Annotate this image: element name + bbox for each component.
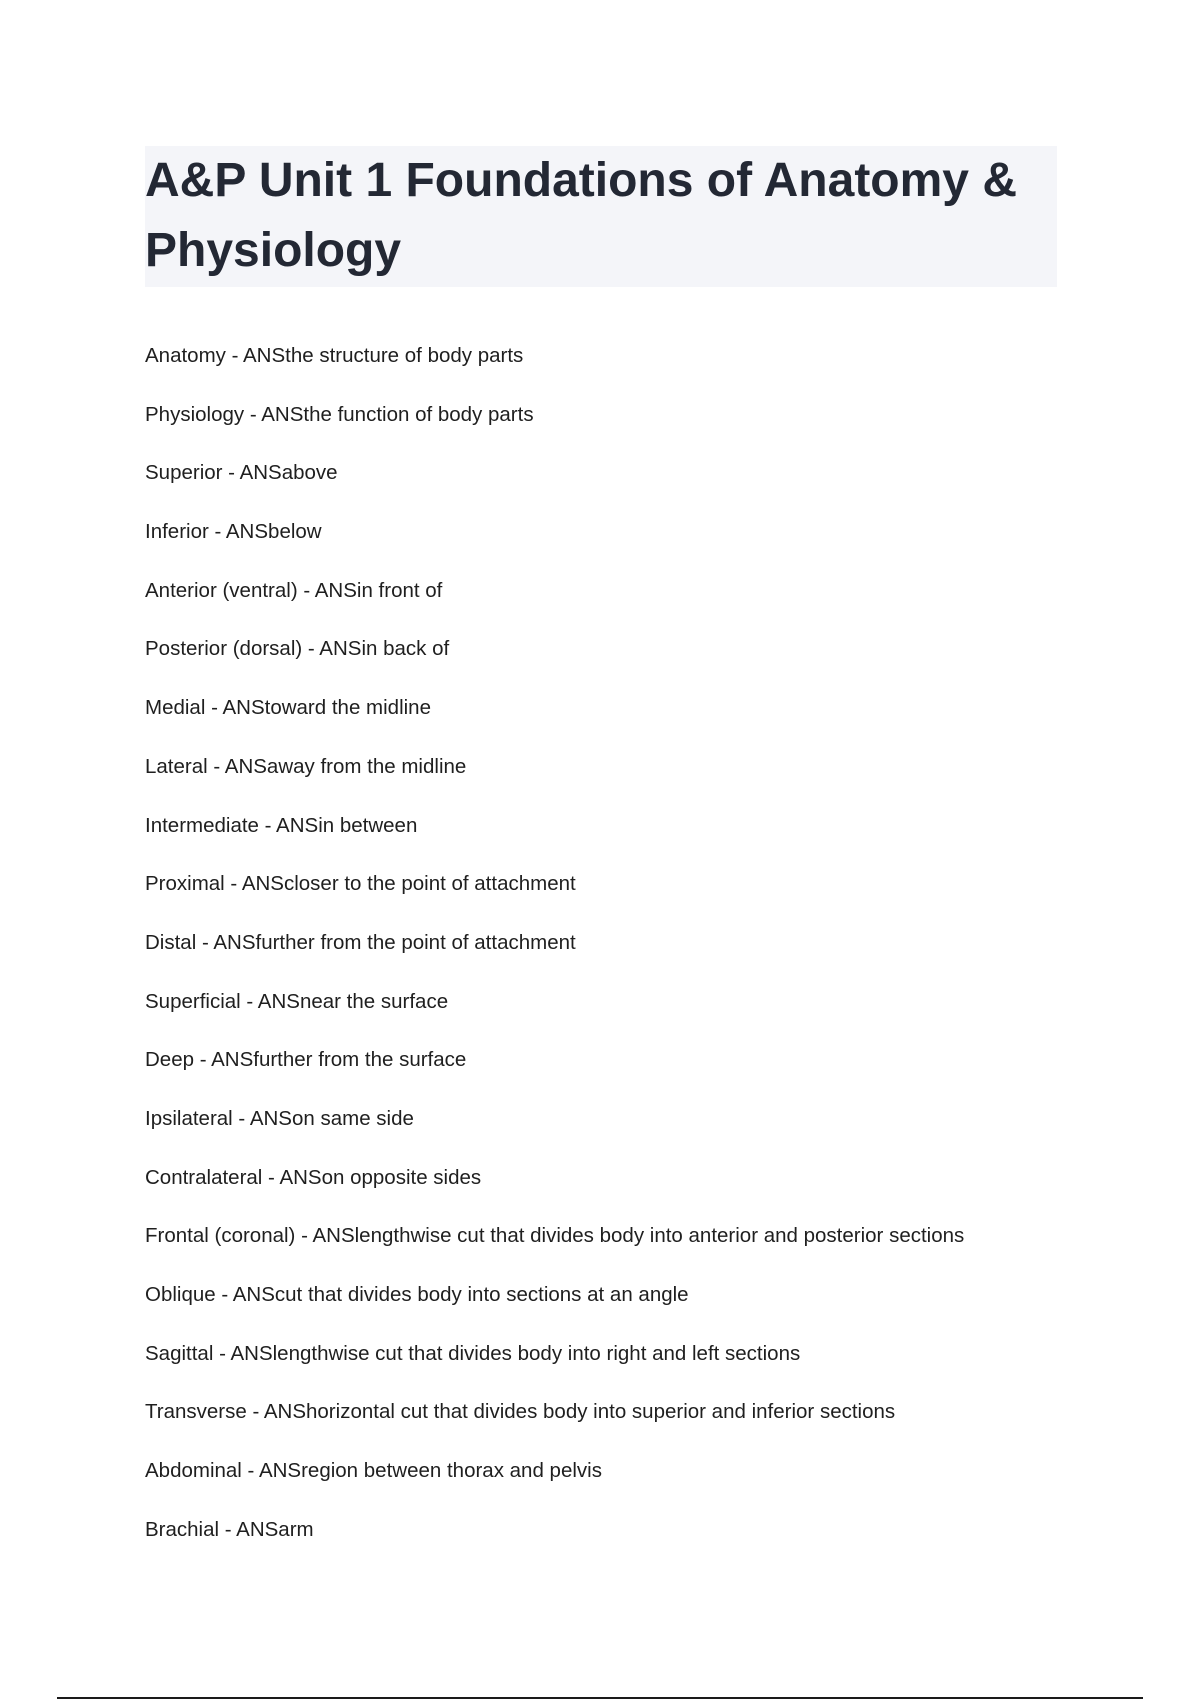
page-title: A&P Unit 1 Foundations of Anatomy & Physiology — [145, 154, 1017, 277]
list-item: Anterior (ventral) - ANSin front of — [145, 578, 443, 602]
list-item: Lateral - ANSaway from the midline — [145, 754, 467, 778]
list-item: Anatomy - ANSthe structure of body parts — [145, 344, 524, 367]
list-item: Ipsilateral - ANSon same side — [145, 1106, 414, 1130]
flashcard-list — [145, 342, 1105, 1574]
list-item: Intermediate - ANSin between — [145, 813, 418, 837]
list-item: Distal - ANSfurther from the point of attachment — [145, 930, 576, 954]
list-item: Transverse - ANShorizontal cut that divides body into superior and inferior sections — [145, 1400, 896, 1424]
list-item: Physiology - ANSthe function of body parts — [145, 402, 534, 426]
list-item: Contralateral - ANSon opposite sides — [145, 1165, 482, 1189]
list-item: Frontal (coronal) - ANSlengthwise cut that divides body into anterior and posterior sections — [145, 1224, 965, 1248]
list-item: Proximal - ANScloser to the point of attachment — [145, 872, 576, 896]
list-item: Brachial - ANSarm — [145, 1517, 314, 1541]
footer-divider — [57, 1697, 1143, 1699]
list-item: Posterior (dorsal) - ANSin back of — [145, 637, 450, 661]
title-block — [145, 146, 1057, 287]
list-item: Superficial - ANSnear the surface — [145, 989, 449, 1013]
list-item: Medial - ANStoward the midline — [145, 696, 431, 720]
list-item: Deep - ANSfurther from the surface — [145, 1048, 467, 1072]
list-item: Oblique - ANScut that divides body into sections at an angle — [145, 1283, 689, 1306]
list-item: Superior - ANSabove — [145, 461, 338, 485]
list-item: Inferior - ANSbelow — [145, 520, 322, 544]
list-item: Sagittal - ANSlengthwise cut that divides body into right and left sections — [145, 1341, 801, 1365]
list-item: Abdominal - ANSregion between thorax and pelvis — [145, 1459, 602, 1483]
